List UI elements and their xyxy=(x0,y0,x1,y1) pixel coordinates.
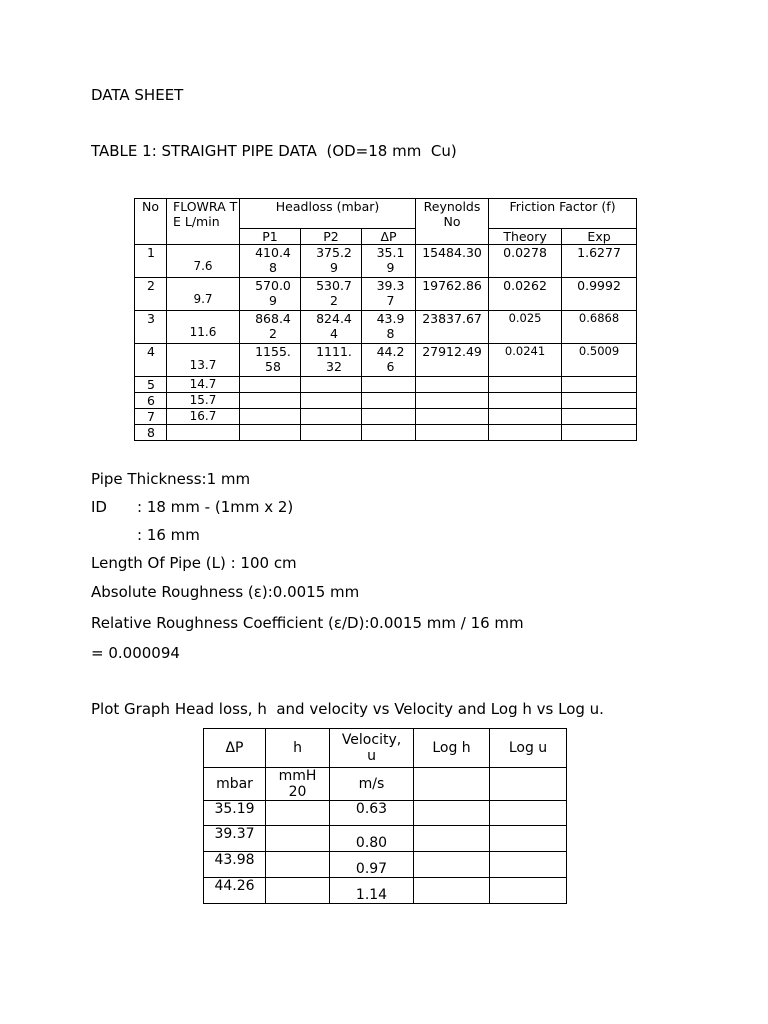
col-p1-header: P1 xyxy=(240,229,301,245)
row-no: 7 xyxy=(135,409,167,425)
row-dp: 43.98 xyxy=(362,311,416,344)
page-heading: DATA SHEET xyxy=(91,86,184,104)
row-flowrate xyxy=(167,425,240,441)
row-p1: 1155.58 xyxy=(240,344,301,377)
table-row xyxy=(135,311,637,344)
table-row xyxy=(204,826,567,852)
row-p1: 570.09 xyxy=(240,278,301,311)
absolute-roughness-note: Absolute Roughness (ε):0.0015 mm xyxy=(91,583,360,601)
table-row xyxy=(135,409,637,425)
col-dp-header: ΔP xyxy=(204,729,266,768)
row-reynolds: 15484.30 xyxy=(416,245,489,278)
row-p2: 530.72 xyxy=(301,278,362,311)
row-theory: 0.025 xyxy=(489,311,562,344)
table-row xyxy=(135,377,637,393)
row-theory: 0.0278 xyxy=(489,245,562,278)
col-logh-header: Log h xyxy=(414,729,490,768)
row-p2: 375.29 xyxy=(301,245,362,278)
row-p2: 824.44 xyxy=(301,311,362,344)
unit-h: mmH 20 xyxy=(266,768,330,801)
row-reynolds: 23837.67 xyxy=(416,311,489,344)
table-row xyxy=(204,878,567,904)
row-velocity: 0.97 xyxy=(330,852,414,878)
row-no: 6 xyxy=(135,393,167,409)
row-p1: 868.42 xyxy=(240,311,301,344)
row-velocity: 1.14 xyxy=(330,878,414,904)
col-velocity-header: Velocity, u xyxy=(330,729,414,768)
row-reynolds: 19762.86 xyxy=(416,278,489,311)
row-flowrate: 16.7 xyxy=(167,409,240,425)
id-label: ID xyxy=(91,498,107,516)
row-theory: 0.0241 xyxy=(489,344,562,377)
col-exp-header: Exp xyxy=(562,229,637,245)
row-dp: 39.37 xyxy=(204,826,266,852)
row-dp: 35.19 xyxy=(362,245,416,278)
col-friction-header: Friction Factor (f) xyxy=(489,199,637,229)
row-flowrate: 7.6 xyxy=(167,245,240,278)
row-exp: 0.5009 xyxy=(562,344,637,377)
row-no: 1 xyxy=(135,245,167,278)
table-row xyxy=(135,278,637,311)
velocity-table xyxy=(203,728,567,904)
table-row xyxy=(135,425,637,441)
row-dp: 39.37 xyxy=(362,278,416,311)
row-no: 3 xyxy=(135,311,167,344)
id-value-2: : 16 mm xyxy=(137,526,200,544)
col-p2-header: P2 xyxy=(301,229,362,245)
straight-pipe-table xyxy=(134,198,637,441)
row-flowrate: 15.7 xyxy=(167,393,240,409)
row-flowrate: 9.7 xyxy=(167,278,240,311)
col-h-header: h xyxy=(266,729,330,768)
col-flowrate-header: FLOWRA TE L/min xyxy=(167,199,240,245)
table1-title: TABLE 1: STRAIGHT PIPE DATA (OD=18 mm Cu) xyxy=(91,142,457,160)
row-flowrate: 11.6 xyxy=(167,311,240,344)
table-row xyxy=(135,344,637,377)
unit-dp: mbar xyxy=(204,768,266,801)
row-exp: 1.6277 xyxy=(562,245,637,278)
col-dp-header: ΔP xyxy=(362,229,416,245)
row-velocity: 0.80 xyxy=(330,826,414,852)
unit-velocity: m/s xyxy=(330,768,414,801)
col-reynolds-header: Reynolds No xyxy=(416,199,489,245)
row-reynolds: 27912.49 xyxy=(416,344,489,377)
row-dp: 43.98 xyxy=(204,852,266,878)
col-headloss-header: Headloss (mbar) xyxy=(240,199,416,229)
row-dp: 44.26 xyxy=(362,344,416,377)
row-no: 4 xyxy=(135,344,167,377)
row-exp: 0.6868 xyxy=(562,311,637,344)
row-flowrate: 14.7 xyxy=(167,377,240,393)
table-row xyxy=(204,801,567,826)
id-value-1: : 18 mm - (1mm x 2) xyxy=(137,498,294,516)
row-dp: 35.19 xyxy=(204,801,266,826)
col-logu-header: Log u xyxy=(490,729,567,768)
row-exp: 0.9992 xyxy=(562,278,637,311)
table-row xyxy=(204,852,567,878)
table-row xyxy=(135,393,637,409)
row-dp: 44.26 xyxy=(204,878,266,904)
pipe-length-note: Length Of Pipe (L) : 100 cm xyxy=(91,554,297,572)
row-no: 5 xyxy=(135,377,167,393)
row-no: 2 xyxy=(135,278,167,311)
pipe-thickness-note: Pipe Thickness:1 mm xyxy=(91,470,251,488)
relative-roughness-result: = 0.000094 xyxy=(91,644,180,662)
row-p1: 410.48 xyxy=(240,245,301,278)
col-theory-header: Theory xyxy=(489,229,562,245)
table-row xyxy=(135,245,637,278)
row-p2: 1111.32 xyxy=(301,344,362,377)
row-theory: 0.0262 xyxy=(489,278,562,311)
relative-roughness-note: Relative Roughness Coefficient (ε/D):0.0015 mm / 16 mm xyxy=(91,614,524,632)
plot-instruction: Plot Graph Head loss, h and velocity vs Velocity and Log h vs Log u. xyxy=(91,700,604,718)
row-flowrate: 13.7 xyxy=(167,344,240,377)
col-no-header: No xyxy=(135,199,167,245)
row-velocity: 0.63 xyxy=(330,801,414,826)
row-no: 8 xyxy=(135,425,167,441)
